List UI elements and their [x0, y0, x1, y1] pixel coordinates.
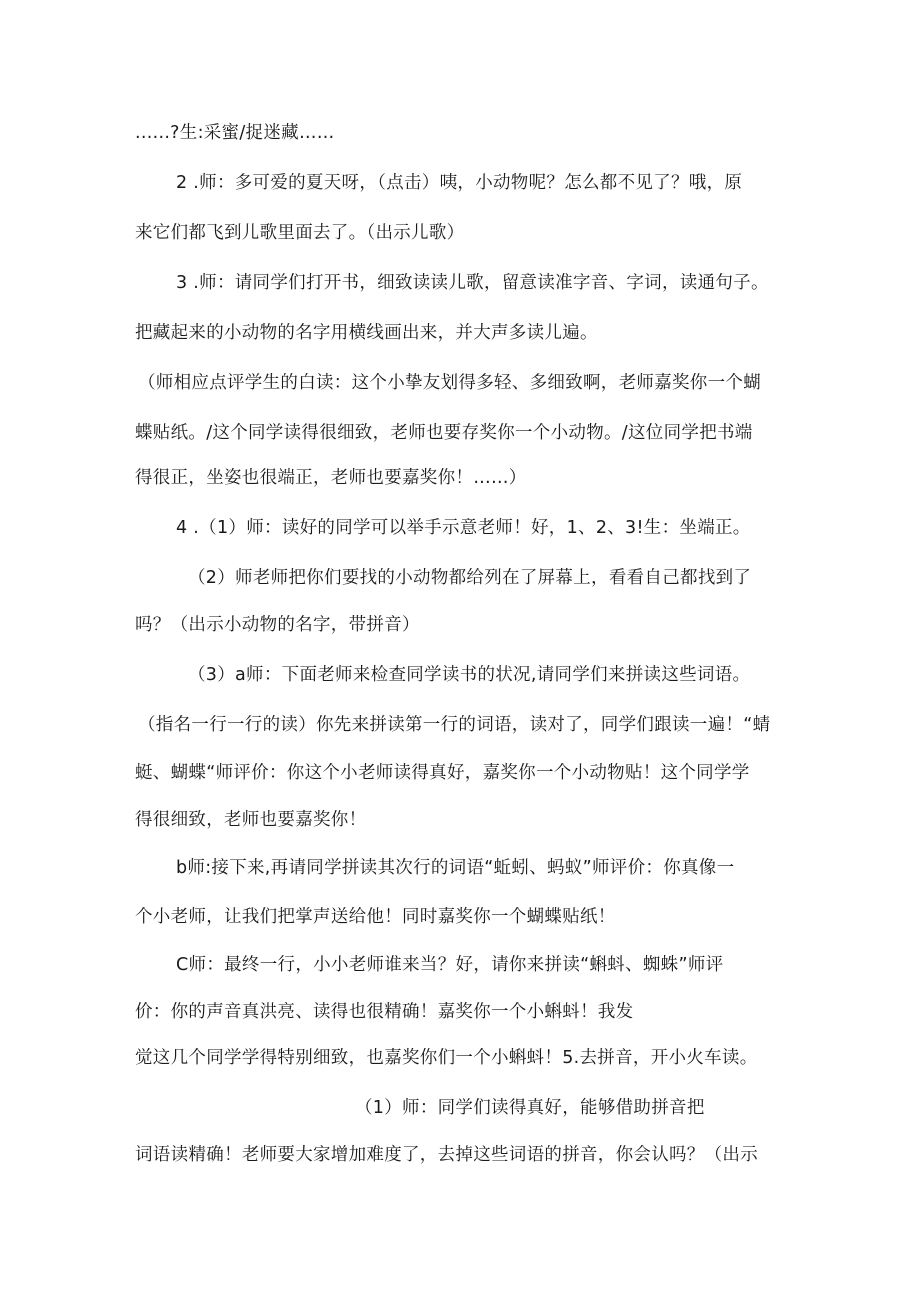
text-line: （1）师：同学们读得真好，能够借助拼音把 — [355, 1098, 705, 1118]
text-line: （3）a师：下面老师来检查同学读书的状况,请同学们来拼读这些词语。 — [188, 665, 751, 685]
text-line: 蜓、蝴蝶“师评价：你这个小老师读得真好，嘉奖你一个小动物贴！这个同学学 — [135, 763, 750, 783]
text-line: 词语读精确！老师要大家增加难度了，去掉这些词语的拼音，你会认吗？（出示 — [135, 1145, 758, 1165]
text-line: 蝶贴纸。/这个同学读得很细致，老师也要存奖你一个小动物。/这位同学把书端 — [135, 423, 753, 443]
text-line: 2 .师：多可爱的夏天呀，（点击）咦，小动物呢？怎么都不见了？哦，原 — [176, 173, 743, 193]
text-line: 4 .（1）师：读好的同学可以举手示意老师！好，1、2、3!生：坐端正。 — [176, 518, 751, 538]
text-line: （师相应点评学生的白读：这个小挚友划得多轻、多细致啊，老师嘉奖你一个蝴 — [138, 373, 761, 393]
text-line: 把藏起来的小动物的名字用横线画出来，并大声多读儿遍。 — [135, 323, 598, 343]
text-line: 价：你的声音真洪亮、读得也很精确！嘉奖你一个小蝌蚪！我发 — [135, 1002, 634, 1022]
text-line: 觉这几个同学学得特别细致，也嘉奖你们一个小蝌蚪！5.去拼音，开小火车读。 — [135, 1048, 758, 1068]
text-line: C师：最终一行，小小老师谁来当？好，请你来拼读“蝌蚪、蜘蛛”师评 — [176, 955, 724, 975]
text-line: 得很细致，老师也要嘉奖你！ — [135, 810, 367, 830]
text-line: 得很正，坐姿也很端正，老师也要嘉奖你！……） — [135, 468, 527, 488]
text-line: （指名一行一行的读）你先来拼读第一行的词语，读对了，同学们跟读一遍！“蜻 — [138, 715, 771, 735]
text-line: 吗？（出示小动物的名字，带拼音） — [135, 615, 420, 635]
text-line: 来它们都飞到儿歌里面去了。（出示儿歌） — [135, 223, 465, 243]
text-line: （2）师老师把你们要找的小动物都给列在了屏幕上，看看自己都找到了 — [188, 568, 752, 588]
text-line: b师:接下来,再请同学拼读其次行的词语“蚯蚓、蚂蚁”师评价：你真像一 — [176, 858, 735, 878]
text-line: 个小老师，让我们把掌声送给他！同时嘉奖你一个蝴蝶贴纸！ — [135, 907, 616, 927]
text-line: 3 .师：请同学们打开书，细致读读儿歌，留意读准字音、字词，读通句子。 — [176, 273, 769, 293]
text-line: ......?生:采蜜/捉迷藏…… — [135, 123, 335, 143]
